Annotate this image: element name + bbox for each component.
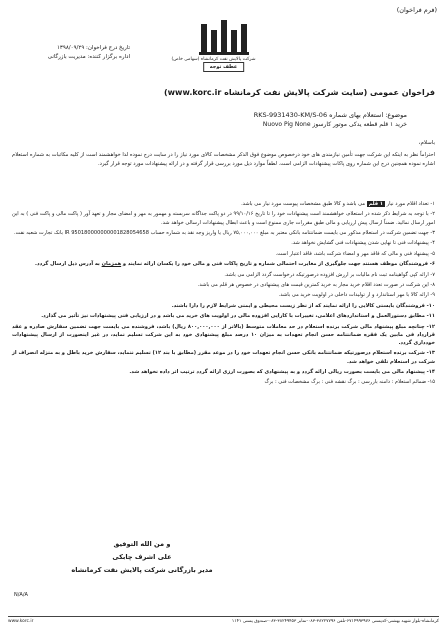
condition-item: ۱- تعداد اقلام مورد نیاز ۱ قلم می باشد و کالا طبق مشخصات پیوست مورد نیاز می باشد. xyxy=(241,201,435,207)
meta-block xyxy=(10,44,130,62)
condition-item: ۱۲- چنانچه مبلغ پیشنهاد مالی شرکت برنده استعلام در حد معاملات متوسط (بالاتر از ۸۰۰,۰۰۰,۰۰۰ ریال) باشد، فروشنده می بایست جهت تضمین سفارش صادره و عقد قرارداد فی مابین یک فقره ضمانتنامه حسن انجام تعهدات به میزان ۱۰ درصد مبلغ پیشنهادی خود به این شرکت تسلیم نماید، در غیر اینصورت از ارسال پیشنهادات خودداری گردد. xyxy=(12,323,436,346)
condition-item: ۱۱- مطابق دستورالعمل و استانداردهای اعلامی، تغییرات با کارایی افزوده مالی در اولویت های خرید می باشد و در ارزیابی فنی پیشنهادات نیز تأثیر می گذارد. xyxy=(41,313,435,320)
condition-item: ۷- ارائه کپی گواهینامه ثبت نام مالیات بر ارزش افزوده درصورتیکه درخواست گردد الزامی می باشد. xyxy=(224,271,435,278)
condition-item: ۶- فروشندگان موظف هستند جهت جلوگیری از مغایرت احتمالی شماره و تاریخ پاکات فنی و مالی خود را یکسان ارائه نمایند و همزمان به آدرس ذیل ارسال گردد. xyxy=(35,261,435,268)
attention-stamp: عطف توجه xyxy=(203,62,245,72)
subject-detail: خرید ۱ قلم قطعه یدکی موتور کارسوز Nuovo Pig None xyxy=(262,121,407,128)
signer-name: علی اشرف چابکی xyxy=(112,553,172,561)
organizing-dept: اداره برگزار کننده: مدیریت بازرگانی xyxy=(47,54,130,60)
condition-item: ۱۳- شرکت برنده استعلام درصورتیکه ضمانتنامه بانکی حسن انجام تعهدات خود را در موعد مقرر (مطابق با بند ۱۲) تسلیم ننماید، سفارش خرید باطل و به منزله انصراف از شرکت در استعلام تلقی خواهد شد. xyxy=(12,350,435,365)
condition-item: ۹- ارائه کالا با مهر استاندارد و از تولیدات داخلی در اولویت خرید می باشد. xyxy=(278,292,435,299)
footer xyxy=(8,616,439,624)
condition-item: ۱۰- فروشندگان بایستی کالایی را ارائه نمایند که از نظر زیست محیطی و ایمنی شرایط لازم را دارا باشند. xyxy=(171,302,435,309)
footer-url[interactable]: www.korc.ir xyxy=(8,619,34,624)
condition-item: ۱۴- پیشنهاد مالی می بایست بصورت ریالی ارائه گردد و به پیشنهادی که بصورت ارزی ارائه گردد ترتیب اثر داده نخواهد شد. xyxy=(129,368,435,375)
subject-line: موضوع: استعلام بهای شماره RKS-9931430-KM/S-06 xyxy=(253,111,407,119)
quantity-highlight: ۱ قلم xyxy=(368,201,383,207)
condition-item: ۱۵- ضمائم استعلام : دامنه بازرسی : برگ نقشه فنی : برگ مشخصات فنی : برگ xyxy=(264,379,435,386)
refinery-logo-icon xyxy=(195,16,253,56)
condition-item: ۸- این شرکت در صورت تعدد اقلام خرید مجاز به خرید کمترین قیمت های پیشنهادی در خصوص هر قلم می باشد. xyxy=(197,281,435,288)
salutation: باسلام، xyxy=(418,140,435,146)
conditions-list xyxy=(12,200,435,389)
logo-caption: شرکت پالایش نفت کرمانشاه (سهامی خاص) xyxy=(171,57,256,62)
signature-block xyxy=(62,538,222,577)
publish-date: تاریخ درج فراخوان: ۱۳۹۸/۰۹/۲۹ xyxy=(56,45,130,51)
doc-code: N/A/A xyxy=(14,592,28,598)
footer-address: کرمانشاه-بلوار شهید بهشتی-کدپستی ۶۷۱۴۹۹۳۹۷۶-تلفن ۳۸۲۲۷۷۹۶-۰۸۳-نمابر ۳۸۲۴۹۴۵۳-۰۸۳-صندوق پستی ۱۱۴۱ xyxy=(231,619,439,624)
condition-item: ۴- پیشنهادات فنی تا نهایی شدن پیشنهادات فنی گشایش نخواهد شد. xyxy=(291,240,435,247)
form-tag: (فرم فراخوان) xyxy=(396,6,437,14)
condition-item: ۵- پیشنهاد فنی و مالی که فاقد مهر و امضاء شرکت باشد، فاقد اعتبار است. xyxy=(275,250,435,257)
condition-item: ۳- جهت تضمین شرکت در استعلام مذکور می بایست ضمانتنامه بانکی معتبر به مبلغ ۷۵,۰۰۰,۰۰۰ ریال یا واریز وجه نقد به شماره حساب IR 950180000000001828054658 بانک تجارت شعبه نفت. xyxy=(13,229,435,236)
signer-title: مدیر بازرگانی شرکت پالایش نفت کرمانشاه xyxy=(71,566,213,574)
closing-phrase: و من الله التوفیق xyxy=(113,540,171,548)
simultaneous-underline: همزمان xyxy=(101,261,122,268)
page-title: فراخوان عمومی (سایت شرکت پالایش نفت کرمانشاه www.korc.ir) xyxy=(164,88,435,97)
company-logo xyxy=(171,16,256,62)
intro-paragraph: احتراماً نظر به اینکه این شرکت جهت تأمین نیازمندی های خود درخصوص موضوع فوق الذکر مشخصات کالای مورد نیاز را در سایت درج نموده لذا خواهشمند است از کلیه مکاتبات به شماره استعلام اشاره نموده همچنین درج این شماره روی پاکات پیشنهادات الزامی است. لطفاً موارد ذیل مورد بررسی قرار گرفته و در ارائه پیشنهادات مورد توجه قرار گیرد. xyxy=(12,152,435,167)
condition-item: ۲- با توجه به شرایط ذکر شده در استعلام، خواهشمند است پیشنهادات خود را تا تاریخ ۹۹/۱۰/۱۶ در دو پاکت جداگانه سربسته و مهمور به مهر و امضای مجاز و تعهد آور ( پاکت مالی و پاکت فنی ) به این امور ارسال نمائید. ضمناً ارسال پیش ارزیابی و مالی طبق مقررات جاری ممنوع است و باعث ابطال پیشنهادات ارسالی خواهد شد. xyxy=(12,211,435,226)
